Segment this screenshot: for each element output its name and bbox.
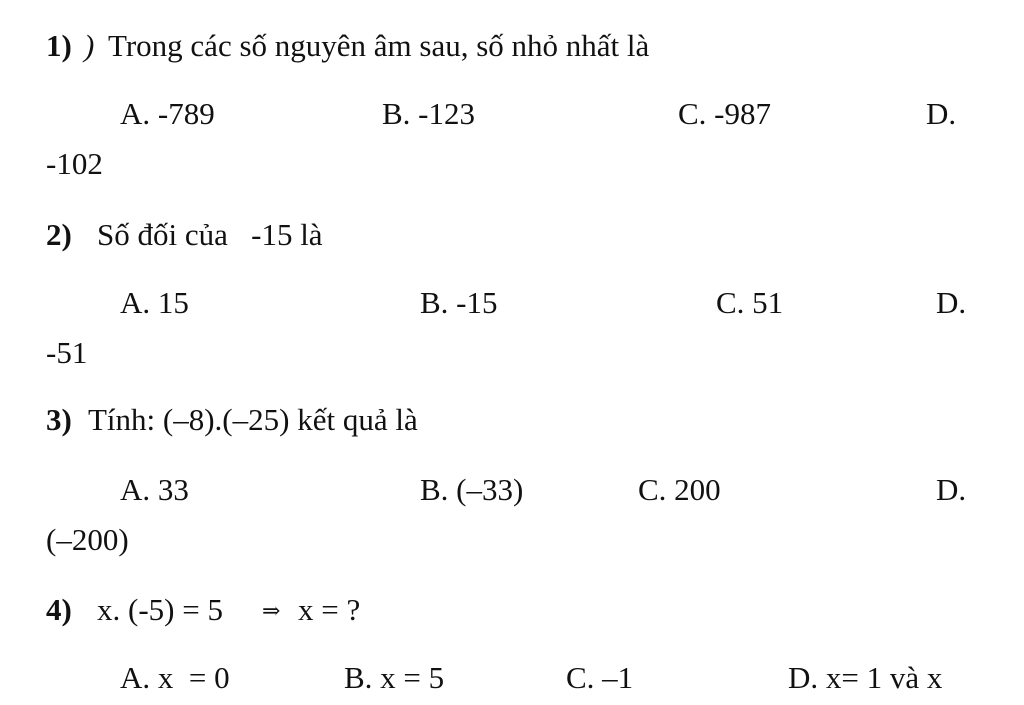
question-1-option-b[interactable]: B. -123 <box>382 96 475 131</box>
question-3-option-b[interactable]: B. (–33) <box>420 472 524 507</box>
question-3-text: Tính: (–8).(–25) kết quả là <box>88 402 418 437</box>
question-3-option-c[interactable]: C. 200 <box>638 472 721 507</box>
question-1-option-d[interactable]: D. <box>926 96 957 131</box>
question-2-option-d[interactable]: D. <box>936 285 967 320</box>
question-1-number: 1) <box>46 28 72 63</box>
question-4-number: 4) <box>46 592 72 627</box>
question-1-option-d-value: -102 <box>46 146 103 181</box>
question-2-option-c[interactable]: C. 51 <box>716 285 784 320</box>
question-2-text: Số đối của -15 là <box>97 217 323 252</box>
question-3-option-d[interactable]: D. <box>936 472 967 507</box>
question-3-option-a[interactable]: A. 33 <box>120 472 189 507</box>
question-1-text: Trong các số nguyên âm sau, số nhỏ nhất là <box>108 28 650 63</box>
question-3-option-d-value: (–200) <box>46 522 129 557</box>
question-4-option-b[interactable]: B. x = 5 <box>344 660 445 695</box>
question-1-option-a[interactable]: A. -789 <box>120 96 215 131</box>
question-2-option-d-value: -51 <box>46 335 88 370</box>
question-1-option-c[interactable]: C. -987 <box>678 96 771 131</box>
question-4-prompt: x = ? <box>298 592 361 627</box>
question-2-option-a[interactable]: A. 15 <box>120 285 189 320</box>
question-4-option-a[interactable]: A. x = 0 <box>120 660 230 695</box>
question-1-stray-paren: ) <box>84 28 95 63</box>
question-4-equation: x. (-5) = 5 <box>97 592 223 627</box>
implies-arrow-icon: ⇒ <box>262 598 281 623</box>
question-2-option-b[interactable]: B. -15 <box>420 285 498 320</box>
question-2-number: 2) <box>46 217 72 252</box>
question-3-number: 3) <box>46 402 72 437</box>
question-4-option-c[interactable]: C. –1 <box>566 660 634 695</box>
question-4-option-d[interactable]: D. x= 1 và x <box>788 660 943 695</box>
